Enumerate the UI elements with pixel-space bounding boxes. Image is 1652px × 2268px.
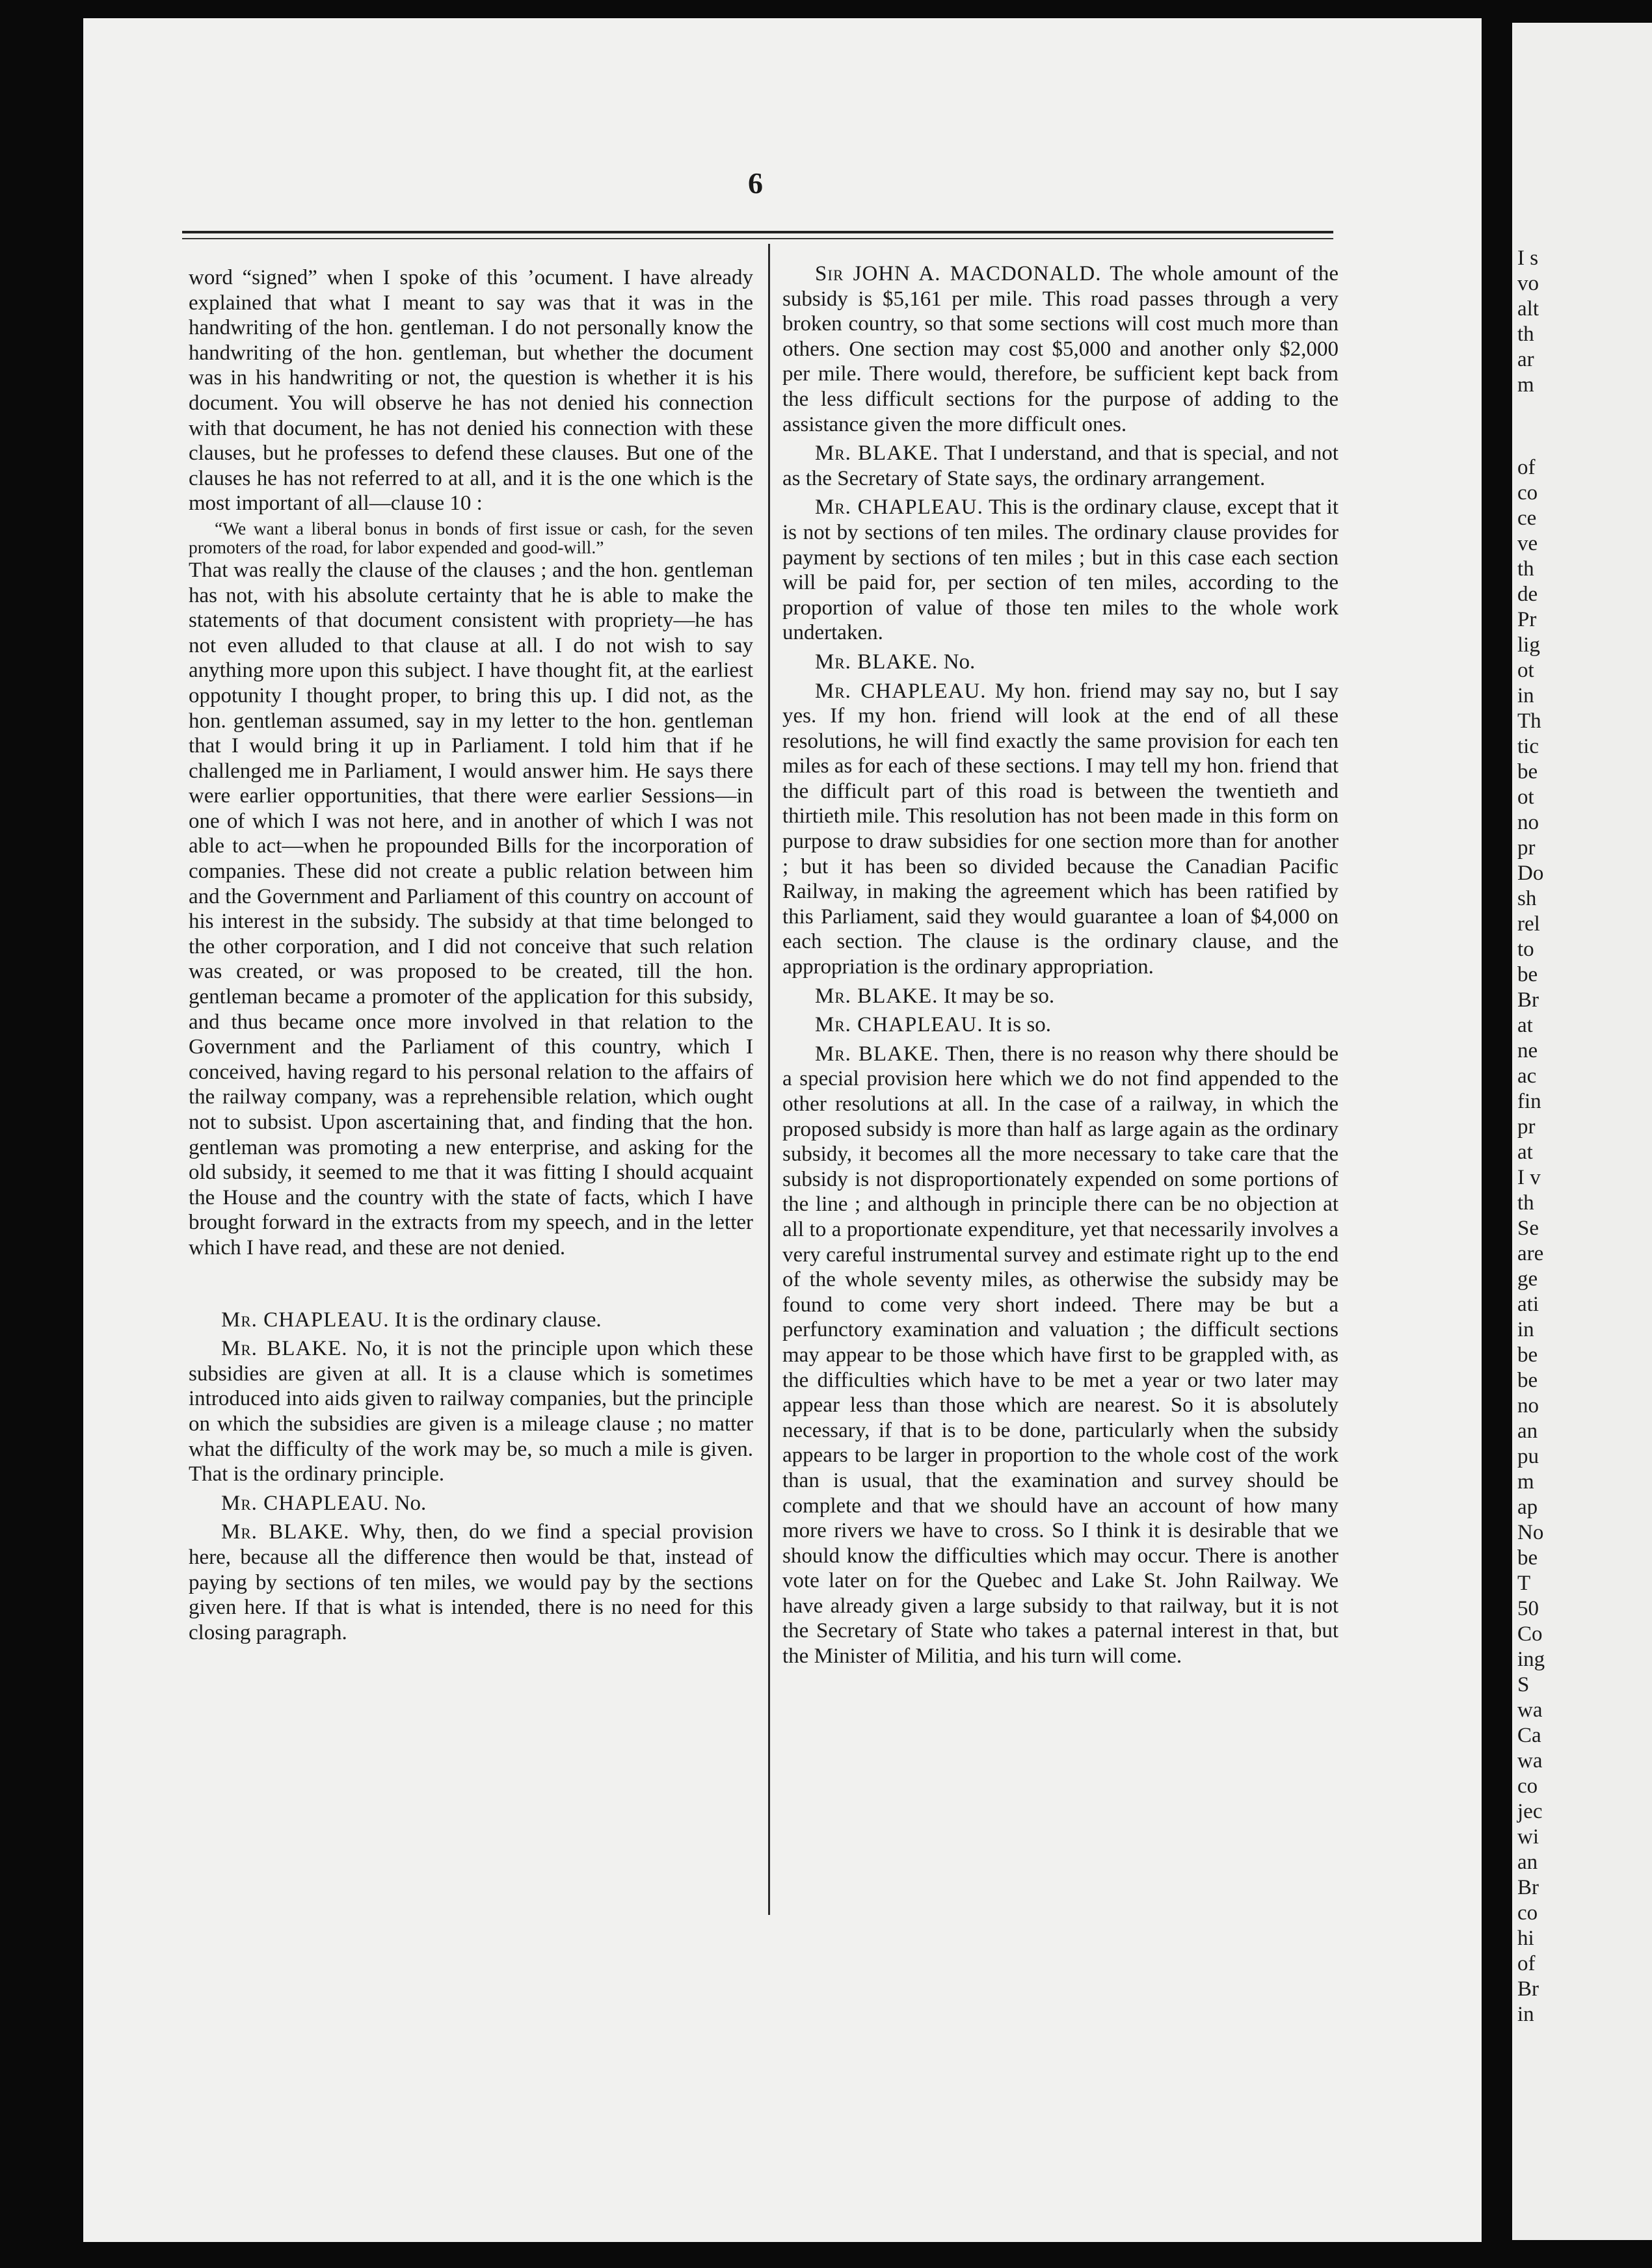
- fragment-text: be: [1517, 963, 1538, 986]
- fragment-text: th: [1517, 1191, 1534, 1215]
- fragment-text: I s: [1517, 246, 1539, 270]
- fragment-text: vo: [1517, 272, 1539, 295]
- fragment-text: alt: [1517, 297, 1539, 321]
- fragment-text: to: [1517, 938, 1534, 961]
- speech: [189, 1520, 753, 1645]
- paragraph: That was really the clause of the clauses ; and the hon. gentleman has not, with his absolute certainty that he is able to make the statements of that document consistent with propriety—he has not even alluded to that clause at all. I do not wish to say anything more upon this subject. I have thought fit, at the earliest oppotunity I thought proper, to bring this up. I did not, as the hon. gentleman assumed, say in my letter to the hon. gentleman that I would bring it up in Parliament. I told him that if he challenged me in Parliament, I would answer him. He says there were earlier opportunities, that there were earlier Sessions—in one of which I was not here, and in another of which I was not able to act—when he propounded Bills for the incorporation of companies. These did not create a public relation between him and the Government and Parliament of this country on account of his interest in the subsidy. The subsidy at that time belonged to the other corporation, and I did not conceive that such relation was created, or was proposed to be created, till the hon. gentleman became a promoter of the application for this subsidy, and thus became once more involved in that relation to the Government and the Parliament of this country, which I conceived, having regard to his personal relation to the affairs of the railway company, was a reprehensible relation, which ought not to subsist. Upon ascertaining that, and finding that the hon. gentleman was promoting a new enterprise, and asking for the old subsidy, it seemed to me that it was fitting I should acquaint the House and the country with the state of facts, which I have brought forward in the extracts from my speech, and in the letter which I have read, and these are not denied.: [189, 558, 753, 1259]
- speaker-name: Mr. CHAPLEAU.: [815, 1013, 983, 1037]
- header-rule: [182, 231, 1333, 233]
- speech: [189, 1336, 753, 1487]
- speech-text: It is so.: [988, 1013, 1051, 1037]
- speech-text: The whole amount of the subsidy is $5,161 per mile. This road passes through a very broken country, so that some sections will cost much more than others. One section may cost $5,000 and another only $2,000 per mile. There would, therefore, be sufficient kept back from the less difficult sections for the purpose of adding to the assistance given the more difficult ones.: [782, 262, 1339, 436]
- speech-text: No.: [943, 650, 976, 674]
- speech: [782, 261, 1339, 437]
- speech-text: That I understand, and that is special, and not as the Secretary of State says, the ordinary arrangement.: [782, 442, 1339, 490]
- fragment-text: Br: [1517, 1876, 1539, 1899]
- speech: [782, 650, 1339, 675]
- fragment-text: I v: [1517, 1166, 1541, 1189]
- fragment-text: no: [1517, 811, 1539, 834]
- paragraph: word “signed” when I spoke of this ’ocument. I have already explained that what I meant to say was that it was in the handwriting of the hon. gentleman. I do not personally know the handwriting of the hon. gentleman, but whether the document was in his handwriting or not, the question is whether it is his document. You will observe he has not denied his connection with that document, he has not denied his connection with these clauses, but he professes to defend these clauses. But one of the clauses he has not referred to at all, and it is the one which is the most important of all—clause 10 :: [189, 266, 753, 516]
- column-divider: [768, 244, 770, 1915]
- fragment-text: at: [1517, 1014, 1533, 1037]
- fragment-text: tic: [1517, 735, 1539, 758]
- fragment-text: ing: [1517, 1648, 1545, 1671]
- fragment-text: ce: [1517, 507, 1537, 530]
- speech: [782, 984, 1339, 1009]
- fragment-text: co: [1517, 1774, 1538, 1798]
- fragment-text: ge: [1517, 1267, 1538, 1291]
- right-column: [782, 261, 1339, 1669]
- fragment-text: T: [1517, 1572, 1531, 1595]
- fragment-text: m: [1517, 373, 1534, 397]
- header-rule-thin: [182, 238, 1333, 239]
- speech: [782, 441, 1339, 491]
- fragment-text: Br: [1517, 1977, 1539, 2001]
- fragment-text: No: [1517, 1521, 1544, 1544]
- fragment-text: ap: [1517, 1496, 1538, 1519]
- fragment-text: are: [1517, 1242, 1544, 1265]
- fragment-text: lig: [1517, 633, 1540, 657]
- fragment-text: th: [1517, 557, 1534, 581]
- fragment-text: pu: [1517, 1445, 1539, 1468]
- fragment-text: at: [1517, 1141, 1533, 1164]
- fragment-text: be: [1517, 1343, 1538, 1367]
- fragment-text: jec: [1517, 1800, 1543, 1823]
- speaker-name: Mr. CHAPLEAU.: [815, 679, 987, 703]
- fragment-text: wi: [1517, 1825, 1539, 1849]
- fragment-text: ot: [1517, 785, 1534, 809]
- fragment-text: pr: [1517, 1115, 1536, 1139]
- fragment-text: of: [1517, 1952, 1536, 1975]
- speech: [782, 1012, 1339, 1038]
- fragment-text: ve: [1517, 532, 1538, 555]
- fragment-text: ati: [1517, 1293, 1539, 1316]
- speech-text: No, it is not the principle upon which these subsidies are given at all. It is a clause which is sometimes introduced into aids given to railway companies, but the principle on which the subsidies are given is a mileage clause ; no matter what the difficulty of the work may be, so much a mile is given. That is the ordinary principle.: [189, 1337, 754, 1486]
- speech-text: My hon. friend may say no, but I say yes. If my hon. friend will look at the end of all these resolutions, he will find exactly the same provision for each ten miles as for each of these sections. I may tell my hon. friend that the difficult part of this road is between the twentieth and thirtieth mile. This resolution has not been made in this form on purpose to draw subsidies for one section more than for another ; but it has been so divided because the Canadian Pacific Railway, in making the agreement which has been ratified by this Parliament, said they would guarantee a loan of $4,000 on each section. The clause is the ordinary clause, and the appropriation is the ordinary appropriation.: [782, 679, 1339, 979]
- fragment-text: an: [1517, 1419, 1538, 1443]
- fragment-text: Pr: [1517, 608, 1537, 631]
- fragment-text: in: [1517, 1318, 1534, 1341]
- speech: [189, 1491, 753, 1516]
- fragment-text: sh: [1517, 887, 1537, 910]
- fragment-text: rel: [1517, 912, 1540, 936]
- fragment-text: S: [1517, 1673, 1530, 1696]
- fragment-text: 50: [1517, 1597, 1539, 1620]
- fragment-text: de: [1517, 583, 1538, 606]
- fragment-text: hi: [1517, 1927, 1534, 1950]
- page-number: 6: [748, 166, 763, 200]
- fragment-text: m: [1517, 1470, 1534, 1494]
- fragment-text: co: [1517, 1901, 1538, 1925]
- fragment-text: Ca: [1517, 1724, 1541, 1747]
- fragment-text: co: [1517, 481, 1538, 505]
- fragment-text: in: [1517, 684, 1534, 707]
- fragment-text: no: [1517, 1394, 1539, 1418]
- fragment-text: Th: [1517, 709, 1541, 733]
- fragment-text: pr: [1517, 836, 1536, 860]
- speech: [782, 495, 1339, 646]
- speech: [782, 679, 1339, 980]
- speech-text: It is the ordinary clause.: [394, 1308, 602, 1332]
- speaker-name: Mr. BLAKE.: [815, 650, 939, 674]
- speaker-name: Mr. BLAKE.: [815, 984, 939, 1008]
- speaker-name: Mr. BLAKE.: [221, 1520, 350, 1544]
- speaker-name: Mr. CHAPLEAU.: [221, 1491, 390, 1515]
- speech-text: Then, there is no reason why there should be a special provision here which we do not find appended to the other resolutions at all. In the case of a railway, in which the proposed subsidy is more than half as large again as the ordinary subsidy, it becomes all the more necessary to take care that the subsidy is not disproportionately expended on some portions of the line ; and although in principle there can be no objection at all to a proportionate expenditure, yet that necessarily involves a very careful instrumental survey and estimate right up to the end of the whole seventy miles, as otherwise the subsidy may be found to come very short indeed. There may be but a perfunctory examination and valuation ; the difficult sections may appear to be those which have first to be grappled with, as the difficulties which have to be met a year or two later may appear less than those which are nearest. So it is absolutely necessary, if that is to be done, particularly when the subsidy appears to be larger in proportion to the whole cost of the work than is usual, that the examination and survey should be complete and that we should have an account of how many more rivers we have to cross. So I think it is desirable that we should know the difficulties which may occur. There is another vote later on for the Quebec and Lake St. John Railway. We have already given a large subsidy to that railway, but it is not the Secretary of State who takes a paternal interest in that, but the Minister of Militia, and his turn will come.: [782, 1042, 1339, 1668]
- speaker-name: Sir JOHN A. MACDONALD.: [815, 262, 1102, 285]
- speech-text: This is the ordinary clause, except that it is not by sections of ten miles. The ordinary clause provides for payment by sections of ten miles ; but in this case each section will be paid for, per section of ten miles, according to the proportion of value of those ten miles to the whole work undertaken.: [782, 495, 1339, 645]
- fragment-text: ac: [1517, 1064, 1537, 1088]
- fragment-text: be: [1517, 760, 1538, 784]
- speaker-name: Mr. BLAKE.: [815, 442, 939, 466]
- left-column: [189, 265, 753, 1645]
- speech-text: Why, then, do we find a special provision here, because all the difference then would be that, instead of paying by sections of ten miles, we would pay by the sections given here. If that is what is intended, there is no need for this closing paragraph.: [189, 1520, 753, 1644]
- speech-text: No.: [394, 1491, 427, 1515]
- fragment-text: Se: [1517, 1217, 1539, 1240]
- speaker-name: Mr. CHAPLEAU.: [815, 495, 983, 520]
- fragment-text: ne: [1517, 1039, 1538, 1062]
- fragment-text: in: [1517, 2003, 1534, 2026]
- fragment-text: Br: [1517, 988, 1539, 1012]
- fragment-text: wa: [1517, 1698, 1543, 1722]
- fragment-text: fin: [1517, 1090, 1541, 1113]
- fragment-text: Do: [1517, 862, 1544, 885]
- speaker-name: Mr. CHAPLEAU.: [221, 1308, 390, 1332]
- speaker-name: Mr. BLAKE.: [815, 1042, 940, 1066]
- fragment-text: an: [1517, 1851, 1538, 1874]
- block-quote: “We want a liberal bonus in bonds of first issue or cash, for the seven promoters of the road, for labor expended and good-will.”: [189, 518, 753, 557]
- fragment-text: be: [1517, 1369, 1538, 1392]
- speech-text: It may be so.: [943, 984, 1055, 1008]
- fragment-text: th: [1517, 323, 1534, 346]
- speaker-name: Mr. BLAKE.: [221, 1337, 348, 1361]
- fragment-text: of: [1517, 456, 1536, 479]
- speech: [189, 1308, 753, 1333]
- fragment-text: be: [1517, 1546, 1538, 1570]
- fragment-text: Co: [1517, 1622, 1543, 1646]
- fragment-text: ot: [1517, 659, 1534, 682]
- fragment-text: ar: [1517, 348, 1534, 371]
- fragment-text: wa: [1517, 1749, 1543, 1773]
- speech: [782, 1042, 1339, 1669]
